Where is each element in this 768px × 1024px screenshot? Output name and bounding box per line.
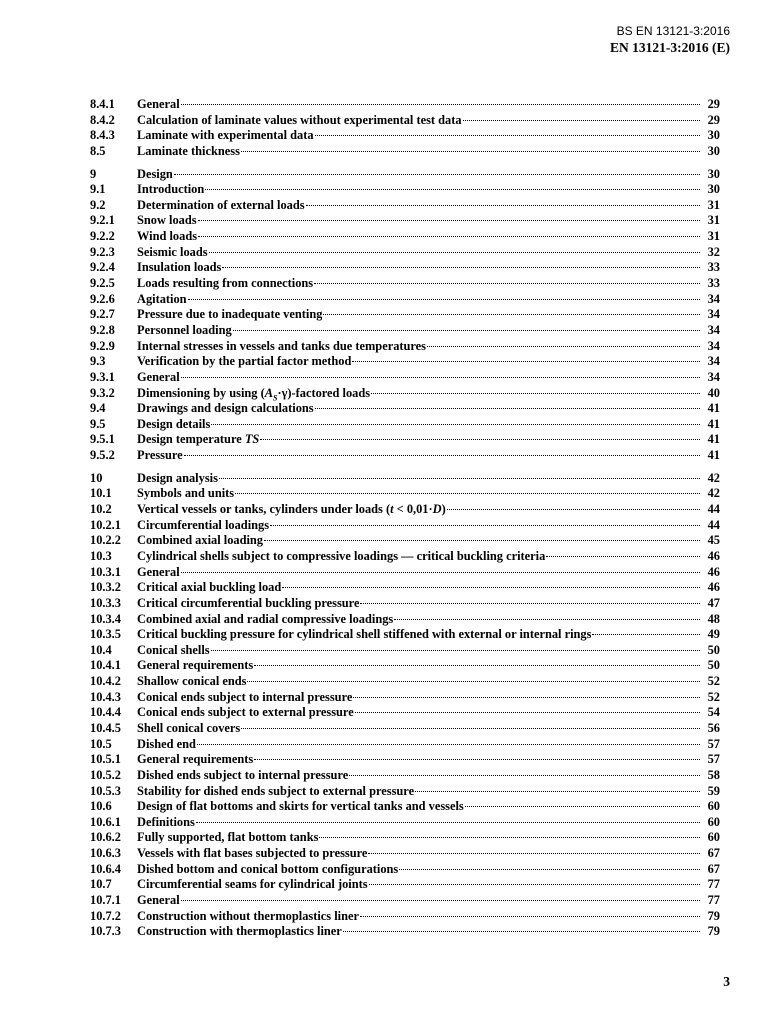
toc-entry-page: 31 — [707, 197, 720, 212]
toc-entry-page: 58 — [707, 767, 720, 782]
toc-entry[interactable] — [90, 448, 720, 464]
toc-entry-title: Drawings and design calculations — [137, 401, 314, 416]
toc-dot-leader — [427, 346, 700, 347]
toc-entry-page: 79 — [707, 924, 720, 939]
toc-entry[interactable] — [90, 737, 720, 753]
toc-entry-number: 9.2.4 — [90, 260, 115, 275]
toc-entry-number: 10.4.5 — [90, 720, 121, 735]
toc-entry-page: 41 — [707, 432, 720, 447]
toc-entry[interactable] — [90, 690, 720, 706]
toc-entry-title: Design analysis — [137, 470, 218, 485]
toc-entry[interactable] — [90, 565, 720, 581]
toc-entry-number: 10.3.5 — [90, 627, 121, 642]
toc-entry-page: 46 — [707, 580, 720, 595]
toc-entry[interactable] — [90, 924, 720, 940]
toc-entry[interactable] — [90, 292, 720, 308]
toc-entry-title: General — [137, 369, 180, 384]
toc-entry-page: 60 — [707, 830, 720, 845]
toc-dot-leader — [546, 556, 700, 557]
toc-entry-page: 41 — [707, 401, 720, 416]
toc-dot-leader — [219, 478, 700, 479]
toc-dot-leader — [264, 540, 700, 541]
toc-entry-page: 31 — [707, 229, 720, 244]
toc-entry[interactable] — [90, 128, 720, 144]
toc-entry[interactable] — [90, 323, 720, 339]
toc-entry-page: 57 — [707, 736, 720, 751]
toc-entry-page: 31 — [707, 213, 720, 228]
toc-entry-title: Agitation — [137, 291, 187, 306]
toc-entry[interactable] — [90, 502, 720, 518]
toc-entry-page: 46 — [707, 548, 720, 563]
toc-entry-number: 10.5.3 — [90, 783, 121, 798]
toc-entry-number: 10.6.3 — [90, 846, 121, 861]
toc-entry-title: General — [137, 893, 180, 908]
toc-entry[interactable] — [90, 674, 720, 690]
toc-entry[interactable] — [90, 533, 720, 549]
toc-entry-number: 9.2.9 — [90, 338, 115, 353]
toc-dot-leader — [319, 837, 700, 838]
toc-entry-title: Critical axial buckling load — [137, 580, 282, 595]
toc-dot-leader — [211, 650, 700, 651]
toc-entry[interactable] — [90, 432, 720, 448]
toc-entry-number: 9.2 — [90, 197, 106, 212]
toc-entry-page: 34 — [707, 307, 720, 322]
toc-entry-number: 9.5.1 — [90, 432, 115, 447]
toc-entry-number: 9.5 — [90, 416, 106, 431]
toc-entry-page: 77 — [707, 877, 720, 892]
toc-entry[interactable] — [90, 113, 720, 129]
toc-entry[interactable] — [90, 198, 720, 214]
toc-entry-title: Internal stresses in vessels and tanks due temperatures — [137, 338, 427, 353]
toc-entry[interactable] — [90, 893, 720, 909]
toc-entry-number: 10.5.1 — [90, 752, 121, 767]
toc-dot-leader — [399, 869, 700, 870]
toc-dot-leader — [254, 759, 700, 760]
toc-entry-page: 33 — [707, 260, 720, 275]
toc-entry-page: 29 — [707, 97, 720, 111]
header-standard-reference-en: EN 13121-3:2016 (E) — [610, 40, 730, 55]
toc-entry-page: 30 — [707, 182, 720, 197]
toc-entry-number: 9.2.2 — [90, 229, 115, 244]
toc-dot-leader — [314, 283, 700, 284]
toc-entry-title: Symbols and units — [137, 486, 235, 501]
toc-entry-title: Conical ends subject to external pressure — [137, 705, 354, 720]
toc-entry-page: 45 — [707, 533, 720, 548]
toc-entry-title: Vessels with flat bases subjected to pressure — [137, 846, 368, 861]
toc-entry[interactable] — [90, 182, 720, 198]
toc-entry-page: 32 — [707, 244, 720, 259]
toc-entry-page: 57 — [707, 752, 720, 767]
toc-entry[interactable] — [90, 354, 720, 370]
toc-dot-leader — [282, 587, 700, 588]
toc-entry[interactable] — [90, 276, 720, 292]
toc-entry[interactable] — [90, 627, 720, 643]
toc-dot-leader — [209, 252, 700, 253]
toc-entry-title: Loads resulting from connections — [137, 276, 314, 291]
toc-dot-leader — [415, 791, 700, 792]
toc-entry-number: 8.4.3 — [90, 128, 115, 143]
toc-entry-title: Pressure due to inadequate venting — [137, 307, 323, 322]
toc-entry-title: Design details — [137, 416, 211, 431]
toc-entry[interactable] — [90, 386, 720, 402]
toc-entry-title: Laminate thickness — [137, 143, 240, 158]
toc-entry-number: 10.6.4 — [90, 861, 121, 876]
toc-entry-number: 10.6.2 — [90, 830, 121, 845]
toc-dot-leader — [181, 104, 700, 105]
toc-entry-title: Dimensioning by using $(A_S\cdot\gamma)$-factored loads — [137, 385, 371, 402]
toc-entry-page: 60 — [707, 799, 720, 814]
toc-entry[interactable] — [90, 339, 720, 355]
toc-entry-title: General requirements — [137, 752, 254, 767]
toc-dot-leader — [181, 900, 700, 901]
toc-entry-page: 33 — [707, 276, 720, 291]
toc-entry-page: 34 — [707, 338, 720, 353]
toc-entry[interactable] — [90, 596, 720, 612]
toc-entry[interactable] — [90, 846, 720, 862]
toc-dot-leader — [241, 151, 700, 152]
toc-entry[interactable] — [90, 612, 720, 628]
toc-dot-leader — [368, 853, 700, 854]
toc-entry[interactable] — [90, 799, 720, 815]
toc-entry-number: 9.3.2 — [90, 385, 115, 400]
toc-dot-leader — [369, 884, 700, 885]
toc-entry[interactable] — [90, 417, 720, 433]
toc-entry-title: Snow loads — [137, 213, 197, 228]
toc-entry[interactable] — [90, 401, 720, 417]
toc-entry-number: 9.2.1 — [90, 213, 115, 228]
toc-entry[interactable] — [90, 167, 720, 183]
toc-entry-title: Stability for dished ends subject to external pressure — [137, 783, 415, 798]
toc-entry-title: Construction without thermoplastics liner — [137, 908, 359, 923]
toc-entry-page: 79 — [707, 908, 720, 923]
toc-entry-title: Combined axial and radial compressive loadings — [137, 611, 394, 626]
toc-entry-title: Dished ends subject to internal pressure — [137, 767, 349, 782]
toc-dot-leader — [184, 455, 700, 456]
toc-entry-title: General — [137, 564, 180, 579]
toc-entry-title: Design — [137, 166, 173, 181]
toc-dot-leader — [465, 806, 700, 807]
toc-entry[interactable] — [90, 862, 720, 878]
toc-dot-leader — [241, 728, 700, 729]
toc-entry[interactable] — [90, 260, 720, 276]
toc-entry-page: 59 — [707, 783, 720, 798]
toc-entry-number: 10.2 — [90, 502, 112, 517]
page-number: 3 — [723, 974, 730, 989]
toc-entry-number: 10.2.1 — [90, 517, 121, 532]
toc-entry-number: 9.2.5 — [90, 276, 115, 291]
toc-entry[interactable] — [90, 830, 720, 846]
toc-entry-page: 34 — [707, 322, 720, 337]
toc-entry-number: 9.2.8 — [90, 322, 115, 337]
toc-entry-page: 42 — [707, 486, 720, 501]
toc-entry-number: 10.3.2 — [90, 580, 121, 595]
toc-dot-leader — [463, 120, 700, 121]
toc-entry[interactable] — [90, 721, 720, 737]
toc-entry-page: 30 — [707, 128, 720, 143]
toc-dot-leader — [247, 681, 700, 682]
toc-entry-title: Shell conical covers — [137, 720, 241, 735]
toc-dot-leader — [254, 665, 700, 666]
toc-entry[interactable] — [90, 370, 720, 386]
toc-entry-title: General — [137, 97, 180, 111]
toc-entry-number: 10 — [90, 470, 103, 485]
toc-entry-number: 10.7.1 — [90, 893, 121, 908]
toc-entry-page: 41 — [707, 448, 720, 463]
toc-entry-title: Cylindrical shells subject to compressive loadings — critical buckling criteria — [137, 548, 546, 563]
toc-entry[interactable] — [90, 784, 720, 800]
toc-entry[interactable] — [90, 815, 720, 831]
toc-dot-leader — [447, 509, 700, 510]
toc-entry-title: Dished end — [137, 736, 196, 751]
toc-entry-number: 8.4.1 — [90, 97, 115, 111]
toc-dot-leader — [211, 424, 700, 425]
toc-entry-number: 10.6.1 — [90, 814, 121, 829]
toc-dot-leader — [188, 299, 700, 300]
toc-entry-title: Combined axial loading — [137, 533, 263, 548]
toc-entry-number: 9 — [90, 166, 97, 181]
toc-entry-number: 9.2.7 — [90, 307, 115, 322]
toc-entry[interactable] — [90, 768, 720, 784]
toc-entry-page: 34 — [707, 291, 720, 306]
toc-dot-leader — [306, 205, 700, 206]
toc-entry-page: 44 — [707, 517, 720, 532]
toc-entry[interactable] — [90, 245, 720, 261]
toc-entry[interactable] — [90, 486, 720, 502]
header-standard-reference: BS EN 13121-3:2016 — [616, 24, 730, 38]
toc-dot-leader — [260, 439, 700, 440]
toc-entry-page: 30 — [707, 166, 720, 181]
toc-entry-title: Introduction — [137, 182, 205, 197]
toc-entry[interactable] — [90, 518, 720, 534]
toc-entry-page: 34 — [707, 354, 720, 369]
toc-entry[interactable] — [90, 97, 720, 113]
toc-entry-title: Construction with thermoplastics liner — [137, 924, 342, 939]
toc-entry[interactable] — [90, 213, 720, 229]
toc-entry-number: 10.3.1 — [90, 564, 121, 579]
toc-entry-title: Definitions — [137, 814, 195, 829]
toc-entry-title: Calculation of laminate values without experimental test data — [137, 112, 462, 127]
toc-dot-leader — [323, 314, 700, 315]
toc-entry-title: Laminate with experimental data — [137, 128, 314, 143]
toc-entry-page: 52 — [707, 674, 720, 689]
toc-entry-number: 10.4.4 — [90, 705, 121, 720]
toc-entry-title: Design of flat bottoms and skirts for vertical tanks and vessels — [137, 799, 464, 814]
toc-entry-page: 44 — [707, 502, 720, 517]
toc-entry-page: 50 — [707, 658, 720, 673]
toc-entry-title: Wind loads — [137, 229, 198, 244]
toc-entry-number: 10.5 — [90, 736, 112, 751]
toc-dot-leader — [349, 775, 700, 776]
toc-dot-leader — [235, 493, 700, 494]
toc-entry[interactable] — [90, 909, 720, 925]
toc-entry-page: 47 — [707, 595, 720, 610]
toc-dot-leader — [174, 174, 700, 175]
toc-entry-page: 29 — [707, 112, 720, 127]
toc-entry-page: 30 — [707, 143, 720, 158]
toc-entry[interactable] — [90, 229, 720, 245]
toc-dot-leader — [355, 712, 700, 713]
toc-entry-page: 56 — [707, 720, 720, 735]
toc-entry-number: 10.7 — [90, 877, 112, 892]
toc-entry-page: 48 — [707, 611, 720, 626]
toc-entry[interactable] — [90, 752, 720, 768]
toc-entry-page: 54 — [707, 705, 720, 720]
toc-entry-title: Verification by the partial factor method — [137, 354, 352, 369]
toc-dot-leader — [198, 236, 700, 237]
toc-entry-title: Shallow conical ends — [137, 674, 247, 689]
toc-entry[interactable] — [90, 877, 720, 893]
toc-entry-title: Conical shells — [137, 642, 210, 657]
toc-dot-leader — [197, 744, 700, 745]
toc-entry-title: Critical buckling pressure for cylindrical shell stiffened with external or internal rings — [137, 627, 592, 642]
toc-entry-title: Vertical vessels or tanks, cylinders under loads (t < 0,01·D) — [137, 502, 446, 517]
toc-entry-title: Conical ends subject to internal pressure — [137, 689, 353, 704]
toc-entry-number: 9.2.3 — [90, 244, 115, 259]
toc-entry-number: 10.3 — [90, 548, 112, 563]
toc-entry-number: 10.3.3 — [90, 595, 121, 610]
toc-entry-title: Design temperature TS — [137, 432, 260, 447]
toc-entry-number: 8.4.2 — [90, 112, 115, 127]
toc-dot-leader — [371, 393, 700, 394]
toc-entry-title: Circumferential seams for cylindrical joints — [137, 877, 368, 892]
toc-entry-page: 49 — [707, 627, 720, 642]
toc-dot-leader — [205, 189, 700, 190]
toc-entry-number: 10.5.2 — [90, 767, 121, 782]
toc-entry-page: 77 — [707, 893, 720, 908]
toc-entry-title: Personnel loading — [137, 322, 232, 337]
toc-dot-leader — [198, 220, 700, 221]
toc-entry-page: 46 — [707, 564, 720, 579]
toc-entry[interactable] — [90, 658, 720, 674]
toc-entry-page: 40 — [707, 385, 720, 400]
toc-entry[interactable] — [90, 643, 720, 659]
toc-entry-number: 8.5 — [90, 143, 106, 158]
toc-entry-title: Determination of external loads — [137, 197, 305, 212]
toc-entry-title: General requirements — [137, 658, 254, 673]
toc-entry-number: 9.4 — [90, 401, 106, 416]
toc-entry[interactable] — [90, 549, 720, 565]
toc-entry-number: 10.7.3 — [90, 924, 121, 939]
toc-entry-title: Dished bottom and conical bottom configurations — [137, 861, 399, 876]
toc-entry-number: 10.2.2 — [90, 533, 121, 548]
toc-dot-leader — [315, 135, 700, 136]
toc-entry-number: 10.4 — [90, 642, 112, 657]
toc-entry-number: 10.4.3 — [90, 689, 121, 704]
toc-dot-leader — [270, 525, 700, 526]
toc-entry-title: Pressure — [137, 448, 183, 463]
toc-entry-title: Circumferential loadings — [137, 517, 270, 532]
toc-entry-page: 67 — [707, 861, 720, 876]
toc-entry-page: 34 — [707, 369, 720, 384]
toc-dot-leader — [343, 931, 700, 932]
toc-entry-number: 10.6 — [90, 799, 112, 814]
toc-entry-number: 9.1 — [90, 182, 106, 197]
toc-entry-number: 10.4.1 — [90, 658, 121, 673]
toc-dot-leader — [360, 916, 700, 917]
table-of-contents — [90, 97, 720, 940]
toc-entry[interactable] — [90, 705, 720, 721]
toc-entry-number: 10.1 — [90, 486, 112, 501]
toc-dot-leader — [196, 822, 700, 823]
toc-entry-number: 10.4.2 — [90, 674, 121, 689]
toc-dot-leader — [181, 572, 700, 573]
toc-dot-leader — [394, 619, 700, 620]
toc-entry-title: Critical circumferential buckling pressure — [137, 595, 360, 610]
toc-entry-number: 10.3.4 — [90, 611, 121, 626]
toc-dot-leader — [353, 697, 700, 698]
toc-entry-title: Seismic loads — [137, 244, 208, 259]
toc-dot-leader — [360, 603, 700, 604]
toc-dot-leader — [352, 361, 700, 362]
toc-entry-page: 67 — [707, 846, 720, 861]
toc-dot-leader — [233, 330, 700, 331]
toc-entry-number: 9.3 — [90, 354, 106, 369]
toc-entry-title: Insulation loads — [137, 260, 222, 275]
toc-entry[interactable] — [90, 307, 720, 323]
toc-dot-leader — [181, 377, 700, 378]
toc-entry[interactable] — [90, 580, 720, 596]
toc-entry-number: 9.3.1 — [90, 369, 115, 384]
toc-entry-page: 52 — [707, 689, 720, 704]
toc-entry-title: Fully supported, flat bottom tanks — [137, 830, 319, 845]
toc-entry-number: 9.2.6 — [90, 291, 115, 306]
toc-entry-number: 9.5.2 — [90, 448, 115, 463]
toc-entry-page: 41 — [707, 416, 720, 431]
toc-entry-page: 50 — [707, 642, 720, 657]
toc-entry-page: 60 — [707, 814, 720, 829]
toc-entry[interactable] — [90, 144, 720, 160]
toc-entry-number: 10.7.2 — [90, 908, 121, 923]
toc-dot-leader — [592, 634, 700, 635]
toc-entry-page: 42 — [707, 470, 720, 485]
toc-dot-leader — [315, 408, 700, 409]
toc-dot-leader — [222, 267, 700, 268]
toc-entry[interactable] — [90, 471, 720, 487]
